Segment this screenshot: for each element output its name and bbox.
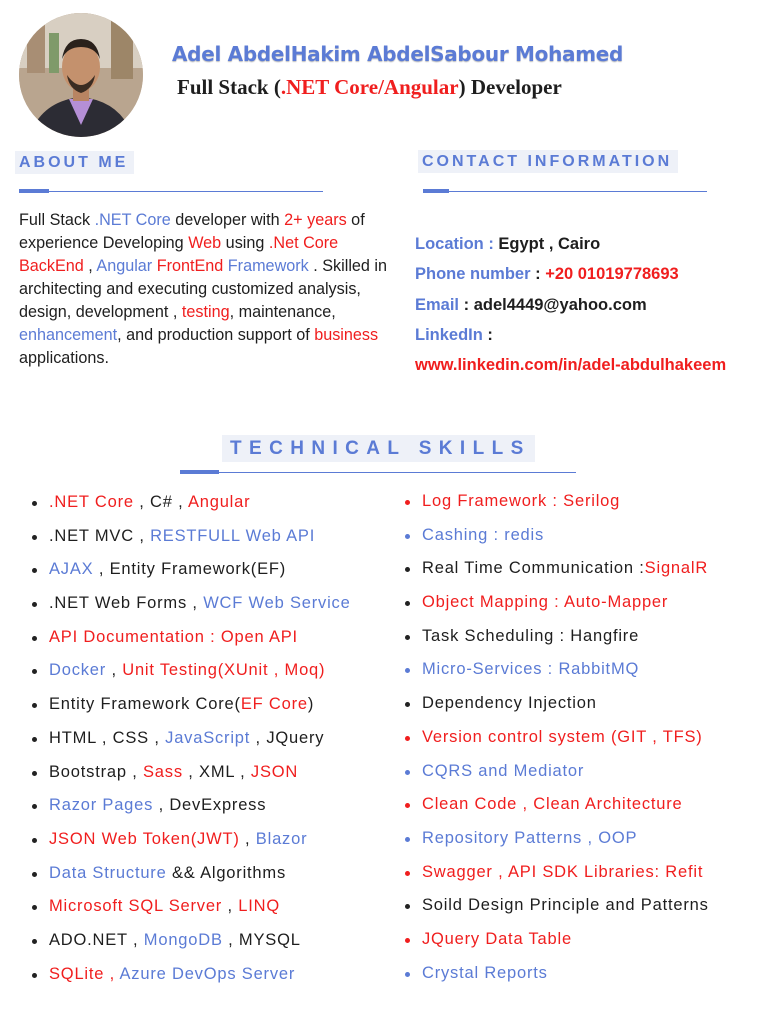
about-text-segment: . Skilled in architecting and executing customized analysis, design, development , [19, 257, 388, 321]
skills-list-right [422, 492, 709, 997]
skill-item [422, 896, 709, 930]
skill-text: JQuery Data Table [422, 929, 572, 948]
skill-item [49, 493, 351, 527]
linkedin-label: LinkedIn [415, 325, 483, 344]
skill-text: JavaScript [165, 728, 251, 747]
skill-text: LINQ [238, 897, 280, 916]
skill-text: Soild Design Principle and Patterns [422, 896, 709, 915]
skill-text: Data Structure [49, 863, 167, 882]
location-label: Location : [415, 235, 494, 253]
skill-item [49, 661, 351, 695]
about-text-segment: , [83, 257, 97, 275]
contact-email: Email : adel4449@yahoo.com [415, 295, 647, 314]
skill-text: Azure DevOps Server [119, 964, 296, 983]
job-title-stack: .NET Core/Angular [280, 75, 459, 99]
contact-phone: Phone number : +20 01019778693 [415, 265, 679, 284]
skill-item [422, 829, 709, 863]
skill-text: && Algorithms [166, 863, 287, 882]
skill-text: Crystal Reports [422, 963, 548, 982]
skill-item [49, 594, 351, 628]
skill-text: Unit Testing(XUnit , Moq) [122, 661, 326, 680]
skill-text: RESTFULL Web API [150, 526, 316, 545]
skill-item [422, 694, 709, 728]
skill-text: , [106, 661, 123, 680]
about-text-segment: business [314, 326, 379, 344]
skill-item [49, 527, 351, 561]
skill-item [49, 830, 351, 864]
candidate-name: Adel AbdelHakim AbdelSabour Mohamed [172, 42, 624, 66]
profile-photo [19, 13, 143, 137]
email-value[interactable]: adel4449@yahoo.com [473, 295, 647, 314]
about-heading: ABOUT ME [15, 151, 134, 174]
skill-text: Razor Pages [49, 796, 154, 815]
skill-item [49, 695, 351, 729]
skill-text: Swagger , API SDK Libraries: Refit [422, 862, 704, 881]
skill-item [422, 930, 709, 964]
skill-text: .NET MVC , [49, 526, 151, 545]
contact-block [415, 229, 726, 380]
skill-text: JSON [250, 762, 299, 781]
about-text-segment: applications. [19, 349, 109, 367]
skill-item [422, 593, 709, 627]
skill-text: , [104, 964, 120, 983]
skill-item [49, 628, 351, 662]
skills-rule [180, 472, 576, 473]
skill-text: Version control system (GIT , TFS) [422, 727, 703, 746]
about-rule [19, 191, 323, 192]
location-value: Egypt , Cairo [498, 235, 601, 253]
skill-text: Entity Framework Core( [49, 695, 241, 714]
skill-item [422, 526, 709, 560]
skill-item [422, 660, 709, 694]
skill-item [49, 796, 351, 830]
job-title-suffix: ) Developer [458, 75, 562, 99]
skill-text: Cashing : redis [422, 525, 545, 544]
skill-text: , Entity Framework(EF) [93, 560, 287, 579]
skill-text: , XML , [182, 762, 251, 781]
skill-text: CQRS and Mediator [422, 761, 585, 780]
skill-text: , [222, 897, 239, 916]
about-rule-accent [19, 189, 49, 193]
skill-item [422, 964, 709, 998]
skill-item [422, 728, 709, 762]
contact-heading: CONTACT INFORMATION [418, 150, 678, 173]
skill-text: Object Mapping : Auto-Mapper [422, 593, 669, 612]
about-paragraph [19, 209, 399, 370]
about-text-segment: FrontEnd [156, 257, 224, 275]
contact-linkedin: LinkedIn : [415, 325, 493, 344]
skill-item [422, 795, 709, 829]
about-text-segment: using [221, 234, 269, 252]
skill-text: Bootstrap , [49, 762, 143, 781]
contact-rule-accent [423, 189, 449, 193]
skill-text: MongoDB [143, 930, 223, 949]
about-text-segment: Full Stack [19, 211, 95, 229]
skill-text: Micro-Services : RabbitMQ [422, 660, 640, 679]
skill-text: Docker [49, 661, 107, 680]
contact-rule [423, 191, 707, 192]
skill-item [49, 931, 351, 965]
skill-item [422, 863, 709, 897]
email-label: Email [415, 295, 460, 314]
skill-text: .NET Web Forms , [49, 594, 204, 613]
skill-item [422, 762, 709, 796]
skill-text: Dependency Injection [422, 694, 597, 713]
skill-text: Microsoft SQL Server [49, 897, 223, 916]
job-title-prefix: Full Stack ( [177, 75, 281, 99]
about-text-segment: .NET Core [94, 211, 171, 229]
skill-text: API Documentation : Open API [49, 627, 298, 646]
about-text-segment: of experience Developing [19, 211, 365, 252]
about-text-segment: , and production support of [117, 326, 315, 344]
skill-text: Task Scheduling : Hangfire [422, 626, 640, 645]
skills-rule-accent [180, 470, 219, 474]
about-text-segment: Web [188, 234, 222, 252]
skill-item [49, 560, 351, 594]
about-text-segment: 2+ years [284, 211, 347, 229]
skill-text: Real Time Communication : [422, 559, 645, 578]
skill-item [422, 627, 709, 661]
skill-text: SQLite [49, 964, 105, 983]
linkedin-url[interactable]: www.linkedin.com/in/adel-abdulhakeem [415, 356, 727, 375]
skill-text: , DevExpress [153, 796, 267, 815]
skill-text: , [239, 829, 256, 848]
skill-text: Log Framework : Serilog [422, 492, 621, 510]
skill-text: EF Core [240, 695, 308, 714]
skill-text: .NET Core [49, 493, 134, 511]
skills-heading: TECHNICAL SKILLS [222, 435, 535, 462]
skills-list-left [49, 493, 351, 998]
skill-text: JSON Web Token(JWT) [49, 829, 240, 848]
about-text-segment: testing [181, 303, 230, 321]
skill-text: , MYSQL [222, 930, 301, 949]
skill-item [49, 864, 351, 898]
skill-text: Repository Patterns , OOP [422, 828, 638, 847]
about-text-segment: enhancement [19, 326, 118, 344]
skill-text: WCF Web Service [203, 594, 351, 613]
about-text-segment: , maintenance, [229, 303, 336, 321]
skill-text: Blazor [255, 829, 308, 848]
skill-item [49, 763, 351, 797]
skill-text: ) [307, 695, 315, 714]
skill-item [422, 492, 709, 526]
phone-value[interactable]: +20 01019778693 [545, 265, 679, 284]
skill-text: AJAX [49, 560, 94, 579]
skill-text: Sass [142, 762, 183, 781]
skill-text: , C# , [133, 493, 188, 511]
skill-item [49, 965, 351, 999]
contact-location [415, 229, 726, 259]
skill-text: Angular [187, 493, 251, 511]
about-text-segment: Framework [223, 257, 309, 275]
skill-text: HTML , CSS , [49, 728, 166, 747]
skill-item [422, 559, 709, 593]
skill-text: ADO.NET , [49, 930, 144, 949]
skill-text: Clean Code , Clean Architecture [422, 795, 683, 814]
about-text-segment: .Net Core BackEnd [19, 234, 339, 275]
skill-text: , JQuery [250, 728, 325, 747]
phone-label: Phone number [415, 265, 531, 284]
skill-text: SignalR [644, 559, 709, 578]
job-title [177, 75, 562, 100]
about-text-segment: developer with [170, 211, 285, 229]
about-text-segment: Angular [96, 257, 157, 275]
skill-item [49, 729, 351, 763]
skill-item [49, 897, 351, 931]
